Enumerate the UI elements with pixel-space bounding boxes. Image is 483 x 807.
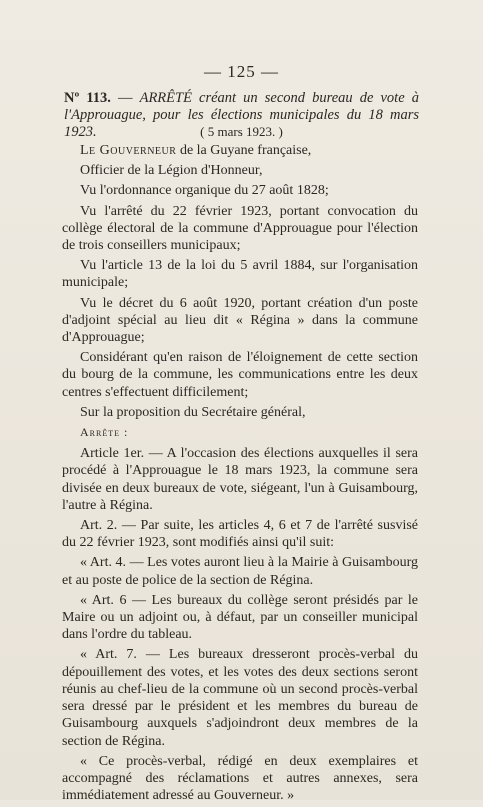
decree-body — [62, 142, 418, 807]
preamble-paragraph — [62, 203, 418, 255]
preamble-paragraph — [62, 349, 418, 401]
article-paragraph: « Art. 4. — Les votes auront lieu à la Mairie à Guisambourg et au poste de police de la section de Régina. — [62, 555, 418, 588]
article-paragraph: « Art. 6 — Les bureaux du collège seront présidés par le Maire ou un adjoint ou, à défaut, par un conseiller municipal dans l'ordre du tableau. — [62, 592, 418, 643]
article-paragraph: Article 1er. — A l'occasion des élections auxquelles il sera procédé à l'Approuague le 18 mars 1923, la commune sera divisée en deux bureaux de vote, siégeant, l'un à Guisambourg, l'autre à Régina. — [62, 446, 418, 513]
decree-date: ( 5 mars 1923. ) — [200, 124, 283, 139]
preamble-text: Vu l'arrêté du 22 février 1923, portant convocation du collège électoral de la commune d'Approuague pour l'élection de trois conseillers municipaux; — [62, 203, 418, 254]
article-paragraph: « Ce procès-verbal, rédigé en deux exemplaires et accompagné des réclamations et autres annexes, sera immédiatement adressé au Gouverneur. » — [62, 753, 418, 804]
preamble-text: Sur la proposition du Secrétaire général, — [80, 404, 306, 420]
preamble-text: Considérant qu'en raison de l'éloignement de cette section du bourg de la commune, les communications entre les deux centres s'effectuent difficilement; — [62, 350, 418, 400]
preamble — [62, 142, 418, 421]
arrete-label: Arrête : — [80, 425, 129, 440]
preamble-paragraph — [62, 182, 418, 199]
preamble-text: Officier de la Légion d'Honneur, — [80, 163, 263, 179]
preamble-paragraph — [62, 162, 418, 179]
issuer-title: Le Gouverneur — [80, 143, 177, 158]
preamble-paragraph — [62, 142, 418, 159]
page-number: — 125 — — [204, 62, 279, 81]
preamble-paragraph — [62, 295, 418, 347]
preamble-text: Vu l'ordonnance organique du 27 août 1828; — [80, 183, 329, 199]
heading-dash: — — [110, 90, 140, 106]
articles — [62, 445, 418, 804]
decree-title: ARRÊTÉ créant un second bureau de vote à l'Approuague, pour les élections municipales du 18 mars 1923. — [64, 90, 419, 140]
article-paragraph: Art. 2. — Par suite, les articles 4, 6 et 7 de l'arrêté susvisé du 22 février 1923, sont modifiés ainsi qu'il suit: — [62, 518, 418, 551]
preamble-text: de la Guyane française, — [176, 143, 312, 158]
preamble-paragraph — [62, 257, 418, 291]
decree-number: Nº 113. — [64, 90, 111, 106]
preamble-text: Vu le décret du 6 août 1920, portant création d'un poste d'adjoint spécial au lieu dit « Régina » dans la commune d'Approuague; — [62, 295, 418, 346]
preamble-paragraph — [62, 404, 418, 421]
preamble-text: Vu l'article 13 de la loi du 5 avril 1884, sur l'organisation municipale; — [62, 258, 418, 291]
article-paragraph: « Art. 7. — Les bureaux dresseront procès-verbal du dépouillement des votes, et les votes des deux sections seront réunis au chef-lieu de la commune où un second procès-verbal sera dressé par le président et les membres du bureau de Guisambourg auxquels s'adjoindront deux membres de la section de Régina. — [62, 647, 418, 749]
